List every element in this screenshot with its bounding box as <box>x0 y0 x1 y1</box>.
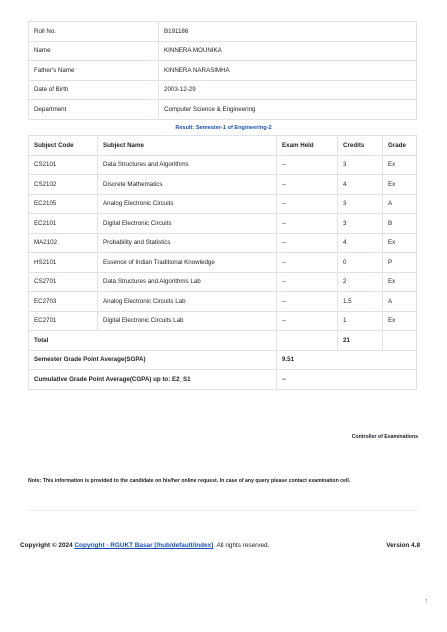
total-exam-held-empty <box>277 331 338 351</box>
subject-name-cell: Discrete Mathematics <box>98 175 277 195</box>
arrow-up-icon[interactable]: ↑ <box>424 598 428 605</box>
grade-cell: Ex <box>383 155 417 175</box>
credits-cell: 4 <box>338 233 383 253</box>
credits-cell: 4 <box>338 175 383 195</box>
grade-row <box>29 214 417 234</box>
grade-cell: A <box>383 194 417 214</box>
header-exam-held: Exam Held <box>277 136 338 156</box>
result-title: Result: Semester-1 of Engineering-2 <box>175 125 272 131</box>
cgpa-row <box>29 370 417 390</box>
info-label: Father's Name <box>29 61 159 81</box>
subject-name-cell: Analog Electronic Circuits Lab <box>98 292 277 312</box>
subject-name-cell: Data Structures and Algorithms <box>98 155 277 175</box>
info-value: KINNERA NARASIMHA <box>159 61 417 81</box>
header-subject-code: Subject Code <box>29 136 98 156</box>
info-value: Computer Science & Engineering <box>159 100 417 120</box>
grade-cell: Ex <box>383 175 417 195</box>
total-credits: 21 <box>338 331 383 351</box>
subject-code-cell: EC2701 <box>29 311 98 331</box>
footer-copyright <box>20 542 269 549</box>
footer-divider <box>28 510 418 511</box>
grade-row <box>29 175 417 195</box>
grade-cell: Ex <box>383 233 417 253</box>
grade-row <box>29 155 417 175</box>
grade-row <box>29 311 417 331</box>
subject-code-cell: EC2101 <box>29 214 98 234</box>
grade-cell: P <box>383 253 417 273</box>
credits-cell: 1.5 <box>338 292 383 312</box>
student-info-table <box>28 21 417 120</box>
info-row <box>29 80 417 100</box>
total-grade-empty <box>383 331 417 351</box>
subject-name-cell: Data Structures and Algorithms Lab <box>98 272 277 292</box>
subject-name-cell: Digital Electronic Circuits <box>98 214 277 234</box>
copyright-prefix: Copyright © 2024 <box>20 542 73 549</box>
exam-held-cell: -- <box>277 311 338 331</box>
footer <box>20 542 420 549</box>
subject-code-cell: CS2101 <box>29 155 98 175</box>
controller-signature-label: Controller of Examinations <box>351 434 418 440</box>
subject-code-cell: EC2703 <box>29 292 98 312</box>
exam-held-cell: -- <box>277 155 338 175</box>
exam-held-cell: -- <box>277 253 338 273</box>
credits-cell: 0 <box>338 253 383 273</box>
exam-held-cell: -- <box>277 175 338 195</box>
info-row <box>29 100 417 120</box>
subject-code-cell: CS2701 <box>29 272 98 292</box>
header-subject-name: Subject Name <box>98 136 277 156</box>
sgpa-label: Semester Grade Point Average(SGPA) <box>29 350 277 370</box>
subject-name-cell: Essence of Indian Traditional Knowledge <box>98 253 277 273</box>
copyright-link[interactable]: Copyright - RGUKT Basar [/hub/default/index] <box>74 542 214 549</box>
credits-cell: 2 <box>338 272 383 292</box>
grade-cell: Ex <box>383 311 417 331</box>
copyright-suffix: . All rights reserved. <box>213 542 270 549</box>
grade-cell: Ex <box>383 272 417 292</box>
info-row <box>29 61 417 81</box>
sgpa-row <box>29 350 417 370</box>
total-label: Total <box>29 331 277 351</box>
info-label: Department <box>29 100 159 120</box>
credits-cell: 3 <box>338 155 383 175</box>
grade-cell: B <box>383 214 417 234</box>
exam-held-cell: -- <box>277 214 338 234</box>
info-row <box>29 41 417 61</box>
info-label: Date of Birth <box>29 80 159 100</box>
grade-row <box>29 233 417 253</box>
header-credits: Credits <box>338 136 383 156</box>
info-value: B191186 <box>159 22 417 42</box>
disclaimer-note: Note: This information is provided to the candidate on his/her online request. In case of any query please contact examination cell. <box>28 478 351 484</box>
subject-code-cell: HS2101 <box>29 253 98 273</box>
grade-row <box>29 292 417 312</box>
info-label: Name <box>29 41 159 61</box>
grade-cell: A <box>383 292 417 312</box>
version-label: Version 4.8 <box>386 542 420 549</box>
subject-code-cell: MA2102 <box>29 233 98 253</box>
credits-cell: 3 <box>338 194 383 214</box>
subject-code-cell: CS2102 <box>29 175 98 195</box>
grades-table <box>28 135 417 390</box>
exam-held-cell: -- <box>277 292 338 312</box>
grade-row <box>29 253 417 273</box>
header-grade: Grade <box>383 136 417 156</box>
grade-row <box>29 272 417 292</box>
cgpa-value: -- <box>277 370 417 390</box>
subject-code-cell: EC2105 <box>29 194 98 214</box>
info-row <box>29 22 417 42</box>
exam-held-cell: -- <box>277 194 338 214</box>
subject-name-cell: Analog Electronic Circuits <box>98 194 277 214</box>
exam-held-cell: -- <box>277 233 338 253</box>
grade-row <box>29 194 417 214</box>
credits-cell: 1 <box>338 311 383 331</box>
credits-cell: 3 <box>338 214 383 234</box>
cgpa-label: Cumulative Grade Point Average(CGPA) up to: E2_S1 <box>29 370 277 390</box>
info-label: Roll No. <box>29 22 159 42</box>
subject-name-cell: Probability and Statistics <box>98 233 277 253</box>
info-value: 2003-12-29 <box>159 80 417 100</box>
sgpa-value: 9.51 <box>277 350 417 370</box>
grades-header-row <box>29 136 417 156</box>
exam-held-cell: -- <box>277 272 338 292</box>
info-value: KINNERA MOUNIKA <box>159 41 417 61</box>
subject-name-cell: Digital Electronic Circuits Lab <box>98 311 277 331</box>
total-row <box>29 331 417 351</box>
